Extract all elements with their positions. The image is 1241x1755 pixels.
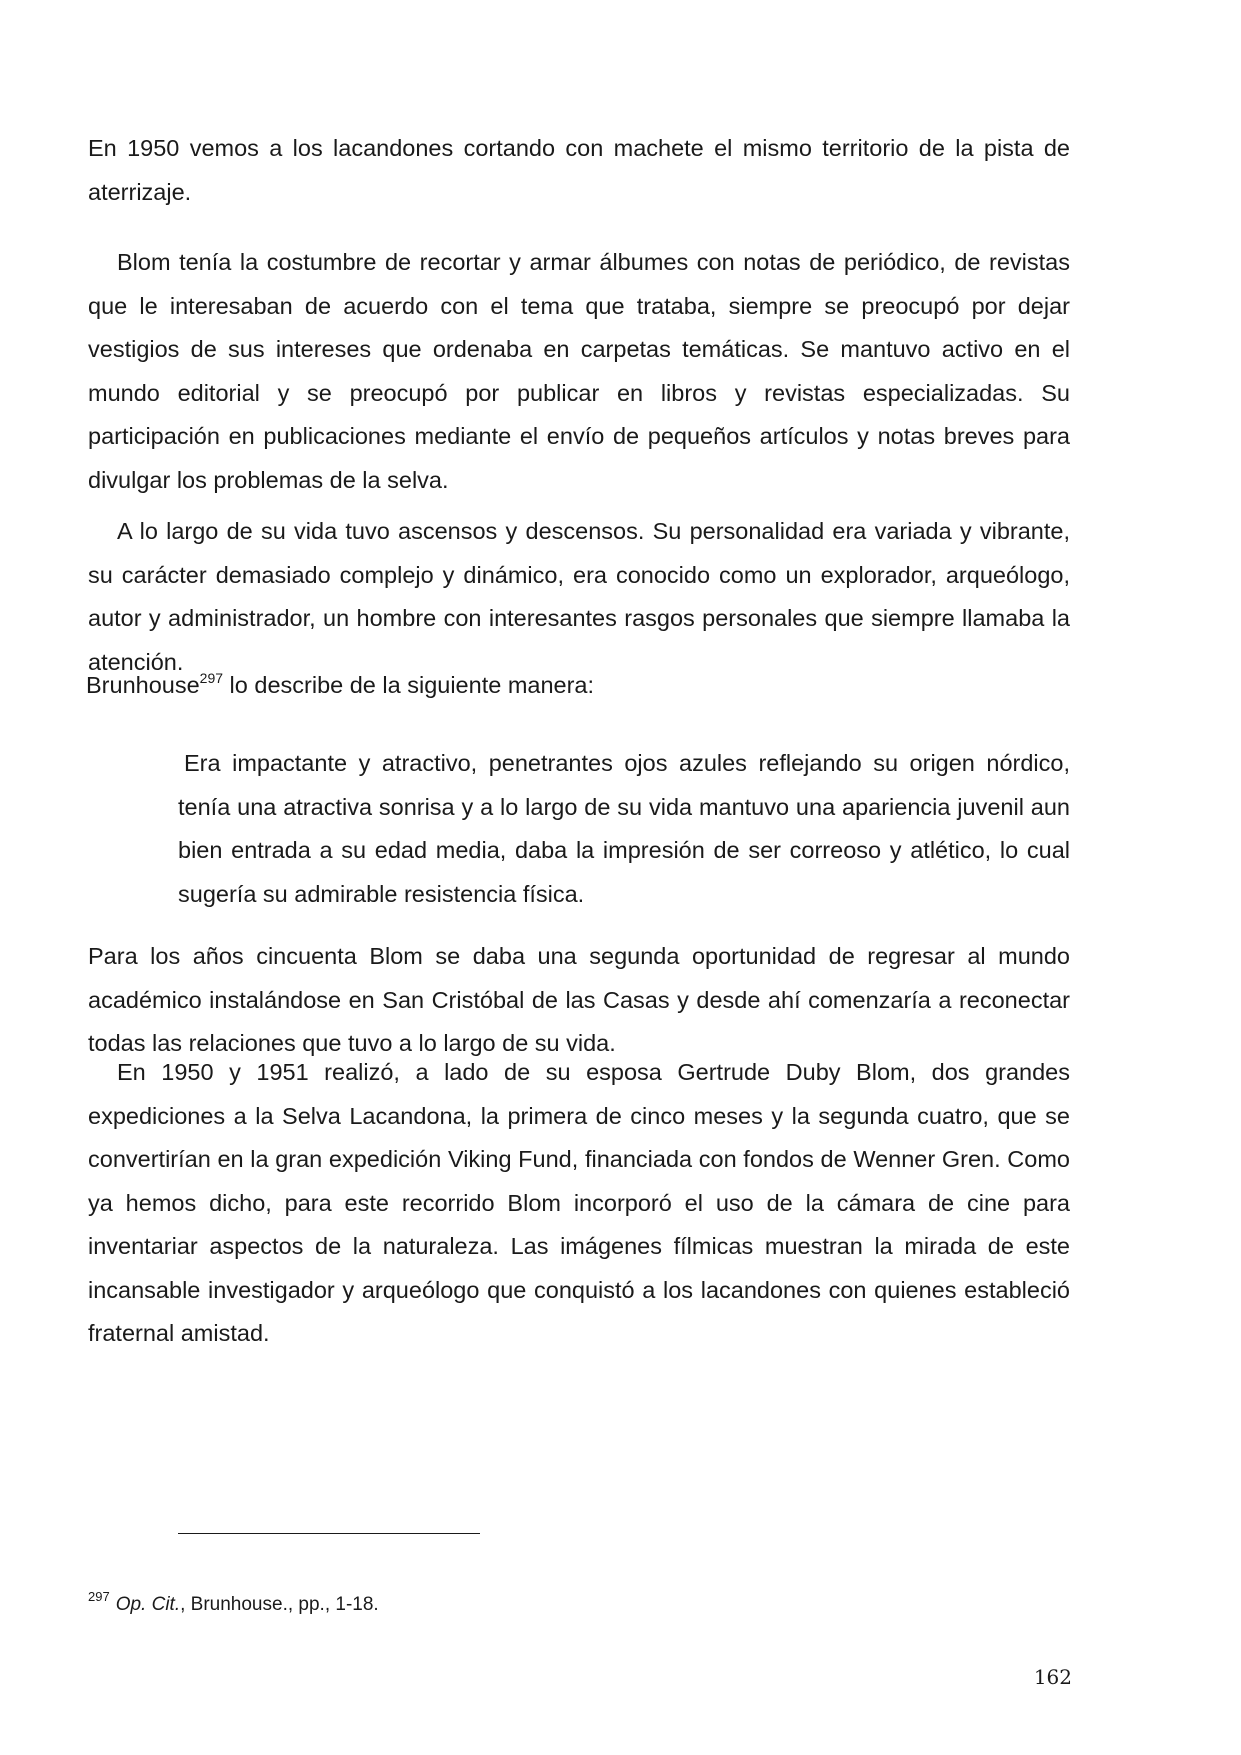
brunhouse-intro-text: lo describe de la siguiente manera: <box>223 672 595 698</box>
paragraph-pista-aterrizaje: En 1950 vemos a los lacandones cortando con machete el mismo territorio de la pista de aterrizaje. <box>88 135 1070 205</box>
block-quote: Era impactante y atractivo, penetrantes ojos azules reflejando su origen nórdico, tenía una atractiva sonrisa y a lo largo de su vida mantuvo una apariencia juvenil aun bien entrada a su edad media, daba la impresión de ser correoso y atlético, lo cual sugería su admirable resistencia física. <box>178 750 1070 907</box>
footnote-separator <box>178 1533 480 1534</box>
footnote-text: , Brunhouse., pp., 1-18. <box>180 1594 379 1615</box>
footnote-reference: 297 <box>199 670 224 686</box>
paragraph-expediciones: En 1950 y 1951 realizó, a lado de su esposa Gertrude Duby Blom, dos grandes expediciones a la Selva Lacandona, la primera de cinco meses y la segunda cuatro, que se convertirían en la gran expedición Viking Fund, financiada con fondos de Wenner Gren. Como ya hemos dicho, para este recorrido Blom incorporó el uso de la cámara de cine para inventariar aspectos de la naturaleza. Las imágenes fílmicas muestran la mirada de este incansable investigador y arqueólogo que conquistó a los lacandones con quienes estableció fraternal amistad. <box>88 1059 1070 1346</box>
brunhouse-name: Brunhouse <box>86 672 200 698</box>
paragraph-blom-albumes: Blom tenía la costumbre de recortar y armar álbumes con notas de periódico, de revistas que le interesaban de acuerdo con el tema que trataba, siempre se preocupó por dejar vestigios de sus intereses que ordenaba en carpetas temáticas. Se mantuvo activo en el mundo editorial y se preocupó por publicar en libros y revistas especializadas. Su participación en publicaciones mediante el envío de pequeños artículos y notas breves para divulgar los problemas de la selva. <box>88 249 1070 493</box>
paragraph-brunhouse-intro <box>86 664 1068 708</box>
footnote-number: 297 <box>88 1589 110 1604</box>
paragraph-anos-cincuenta: Para los años cincuenta Blom se daba una segunda oportunidad de regresar al mundo académico instalándose en San Cristóbal de las Casas y desde ahí comenzaría a reconectar todas las relaciones que tuvo a lo largo de su vida. <box>88 943 1070 1056</box>
footnote-op-cit: Op. Cit. <box>115 1594 181 1615</box>
paragraph-ascensos-descensos: A lo largo de su vida tuvo ascensos y descensos. Su personalidad era variada y vibrante, su carácter demasiado complejo y dinámico, era conocido como un explorador, arqueólogo, autor y administrador, un hombre con interesantes rasgos personales que siempre llamaba la atención. <box>88 518 1070 675</box>
footnote <box>88 1590 988 1620</box>
page-number: 162 <box>1033 1665 1072 1689</box>
